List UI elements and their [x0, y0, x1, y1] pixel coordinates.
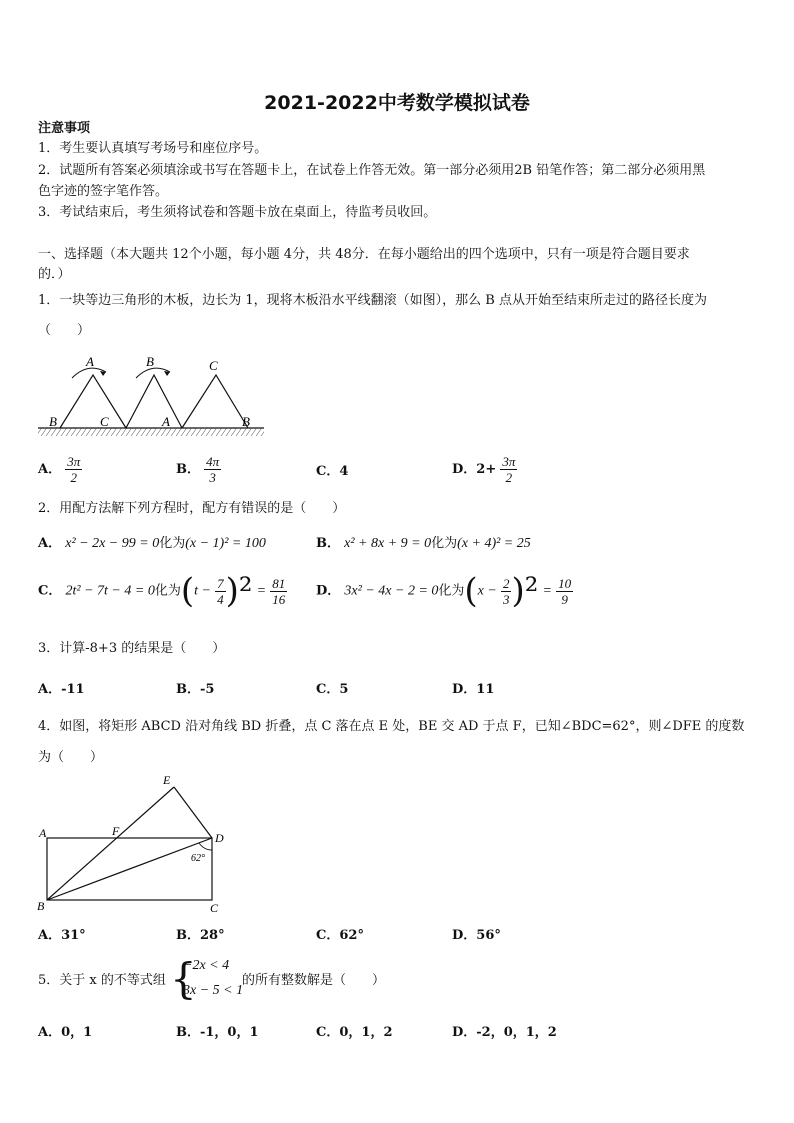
q2-option-d[interactable]: D． 3x² − 4x − 2 = 0化为(x − $\frac{2}{3}$ )² = $\frac{10}{9}$ [316, 571, 572, 611]
triangle-2 [126, 375, 182, 428]
diagonal-BD [47, 838, 212, 900]
segment-ED [174, 787, 212, 838]
label-C: C [210, 901, 219, 915]
triangle-3 [182, 375, 248, 428]
q2-stem: 2．用配方法解下列方程时，配方有错误的是（ ） [38, 501, 346, 516]
label-B-right: B [242, 414, 250, 429]
notice-item-1: 1．考生要认真填写考场号和座位序号。 [38, 141, 268, 156]
notice-item-2-cont: 色字迹的签字笔作答。 [38, 184, 169, 199]
q4-option-c[interactable]: C．62° [316, 928, 364, 943]
q5-stem-post: 的所有整数解是（ ） [242, 973, 386, 988]
q3-option-a[interactable]: A．-11 [38, 682, 85, 697]
q3-option-b[interactable]: B．-5 [176, 682, 215, 697]
label-C-bottom: C [100, 414, 109, 429]
q3-option-d[interactable]: D．11 [452, 682, 495, 697]
triangle-1 [60, 375, 126, 428]
q4-option-d[interactable]: D．56° [452, 928, 501, 943]
label-B: B [37, 899, 45, 913]
notice-heading: 注意事项 [38, 121, 91, 136]
q5-option-a[interactable]: A．0，1 [38, 1025, 93, 1040]
q5-option-c[interactable]: C．0，1，2 [316, 1025, 393, 1040]
exam-title: 2021-2022中考数学模拟试卷 [264, 92, 530, 114]
angle-arc [199, 843, 212, 850]
q5-brace: { [170, 954, 197, 1003]
q1-stem: 1．一块等边三角形的木板，边长为 1，现将木板沿水平线翻滚（如图），那么 B 点从开始至结束所走过的路径长度为 [38, 293, 707, 308]
label-A-top: A [86, 354, 94, 369]
label-angle: 62° [191, 853, 205, 864]
q1-triangle-figure [36, 350, 268, 442]
q1-option-b[interactable]: B． $\frac{4\pi}{3}$ [176, 454, 220, 485]
q5-stem-pre: 5．关于 x 的不等式组 [38, 973, 166, 988]
label-F: F [112, 824, 120, 838]
q5-inequality-2: 3x − 5 < 1 [183, 983, 244, 998]
q4-option-b[interactable]: B．28° [176, 928, 225, 943]
label-A-bottom: A [162, 414, 170, 429]
q2-option-b[interactable]: B． x² + 8x + 9 = 0化为(x + 4)² = 25 [316, 536, 531, 551]
q1-option-a[interactable]: A． $\frac{3\pi}{2}$ [38, 454, 81, 485]
q5-option-b[interactable]: B．-1，0，1 [176, 1025, 259, 1040]
label-B-top: B [146, 354, 154, 369]
section-heading-cont: 的．） [38, 267, 71, 282]
notice-item-2: 2．试题所有答案必须填涂或书写在答题卡上，在试卷上作答无效。第一部分必须用2B 铅笔作答；第二部分必须用黑 [38, 163, 706, 178]
q1-option-d[interactable]: D．2+ $\frac{3\pi}{2}$ [452, 454, 516, 485]
section-heading: 一、选择题（本大题共 12个小题，每小题 4分，共 48分．在每小题给出的四个选项中，只有一项是符合题目要求 [38, 247, 690, 262]
q3-stem: 3．计算-8+3 的结果是（ ） [38, 641, 226, 656]
segment-BE [47, 787, 174, 900]
q1-option-c[interactable]: C．4 [316, 464, 349, 479]
label-A: A [39, 826, 47, 840]
q4-stem-cont: 为（ ） [38, 750, 104, 765]
label-E: E [163, 773, 171, 787]
q5-option-d[interactable]: D．-2，0，1，2 [452, 1025, 557, 1040]
label-B-left: B [49, 414, 57, 429]
q4-option-a[interactable]: A．31° [38, 928, 86, 943]
q3-option-c[interactable]: C．5 [316, 682, 349, 697]
q2-option-a[interactable]: A． x² − 2x − 99 = 0化为(x − 1)² = 100 [38, 536, 266, 551]
label-C-top: C [209, 358, 218, 373]
q4-rectangle-figure [34, 770, 234, 918]
label-D: D [215, 831, 224, 845]
q5-inequality-1: −2x < 4 [183, 958, 230, 973]
notice-item-3: 3．考试结束后，考生须将试卷和答题卡放在桌面上，待监考员收回。 [38, 205, 437, 220]
roll-arrow-1 [72, 368, 106, 378]
q4-stem: 4．如图，将矩形 ABCD 沿对角线 BD 折叠，点 C 落在点 E 处，BE 交 AD 于点 F，已知∠BDC=62°，则∠DFE 的度数 [38, 719, 745, 734]
ground-hatch [38, 428, 264, 436]
q1-stem-cont: （ ） [38, 323, 91, 338]
q2-option-c[interactable]: C． 2t² − 7t − 4 = 0化为(t − $\frac{7}{4}$ )² = $\frac{81}{16}$ [38, 571, 286, 611]
